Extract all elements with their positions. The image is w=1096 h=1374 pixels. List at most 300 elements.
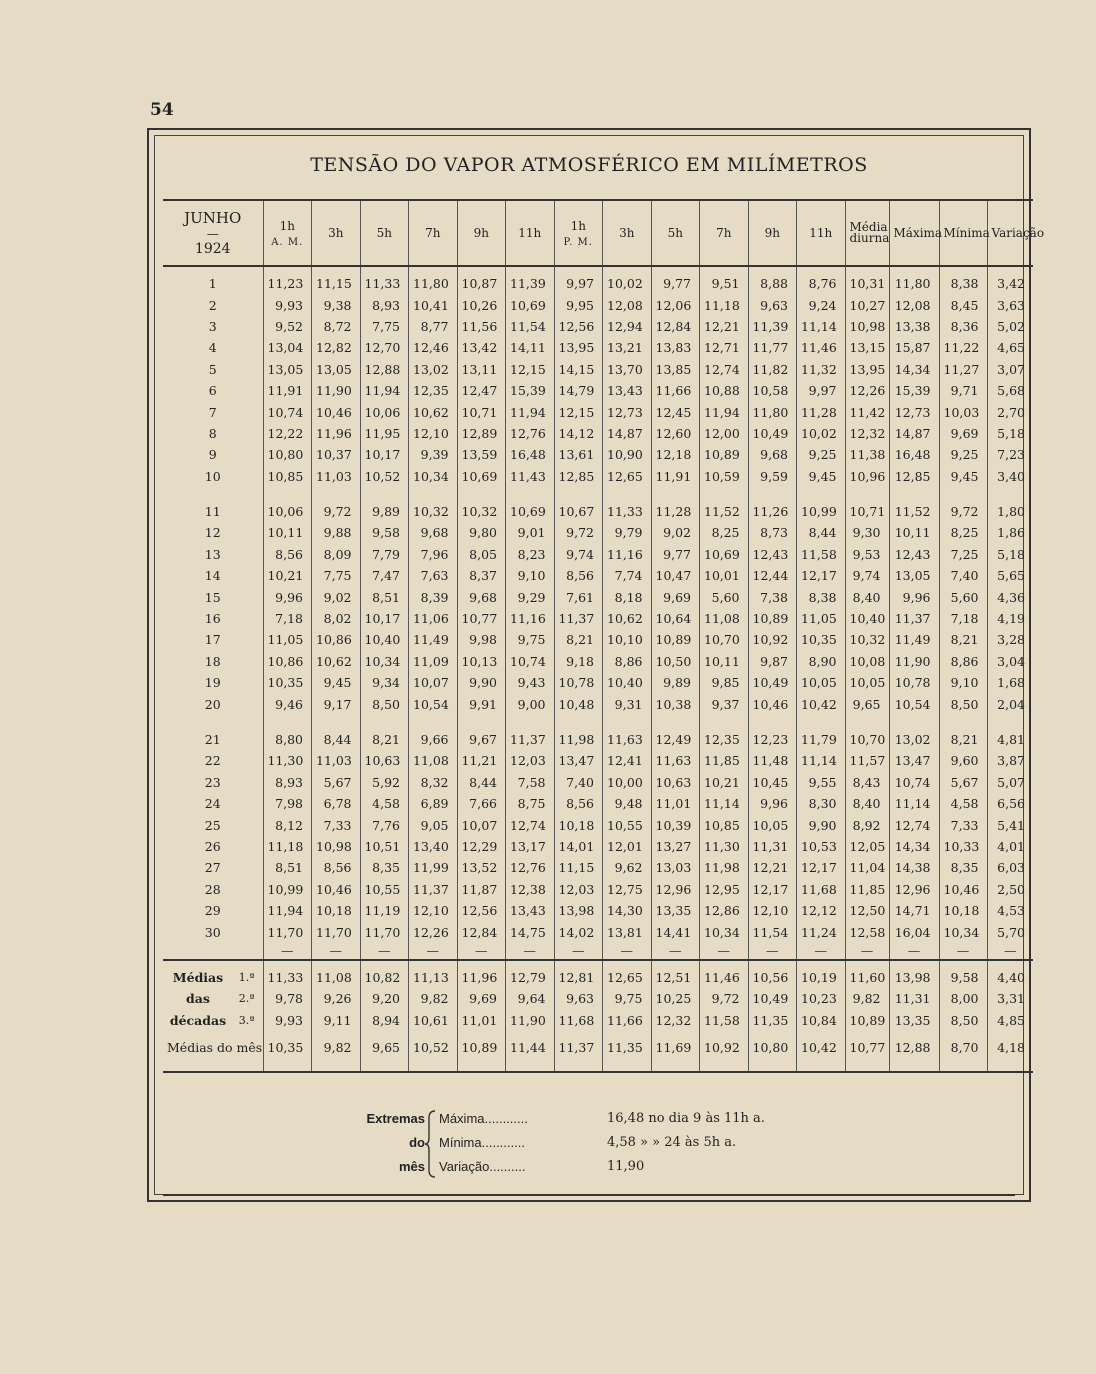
value-cell: 8,80 xyxy=(263,729,312,750)
value-cell: 8,32 xyxy=(409,772,458,793)
spacer-cell xyxy=(889,1065,939,1072)
spacer-cell xyxy=(312,1065,361,1072)
value-cell: 10,41 xyxy=(409,294,458,315)
decade-mean-row xyxy=(163,960,1033,988)
value-cell: 8,02 xyxy=(312,608,361,629)
table-frame-inner xyxy=(154,135,1045,1195)
value-cell: 6,89 xyxy=(409,793,458,814)
value-cell: 11,98 xyxy=(700,857,749,878)
value-cell: 13,83 xyxy=(651,337,700,358)
value-cell: 12,47 xyxy=(457,380,506,401)
value-cell: 12,22 xyxy=(263,423,312,444)
value-cell: 4,58 xyxy=(939,793,987,814)
value-cell: 13,02 xyxy=(889,729,939,750)
value-cell: 12,17 xyxy=(748,879,797,900)
value-cell: 13,98 xyxy=(554,900,603,921)
value-cell: 11,03 xyxy=(312,750,361,771)
value-cell: 13,95 xyxy=(554,337,603,358)
header-col-minima: Mínima xyxy=(939,200,987,266)
spacer-cell xyxy=(651,487,700,501)
value-cell: 11,44 xyxy=(506,1031,555,1065)
value-cell: 9,53 xyxy=(845,544,889,565)
value-cell: 9,71 xyxy=(939,380,987,401)
value-cell: 11,58 xyxy=(797,544,846,565)
value-cell: 13,05 xyxy=(312,359,361,380)
table-row xyxy=(163,380,1033,401)
value-cell: 12,21 xyxy=(748,857,797,878)
value-cell: 10,92 xyxy=(748,629,797,650)
value-cell: 12,17 xyxy=(797,565,846,586)
value-cell: 11,18 xyxy=(700,294,749,315)
decade-label-text: décadas xyxy=(169,1012,227,1028)
header-col: 5h xyxy=(651,200,700,266)
value-cell: 12,73 xyxy=(889,401,939,422)
value-cell: 11,85 xyxy=(845,879,889,900)
value-cell: 9,90 xyxy=(457,672,506,693)
value-cell: 11,15 xyxy=(312,266,361,294)
value-cell: 9,67 xyxy=(457,729,506,750)
spacer-cell xyxy=(651,715,700,729)
value-cell: 11,52 xyxy=(700,501,749,522)
value-cell: 12,79 xyxy=(506,960,555,988)
value-cell: 13,85 xyxy=(651,359,700,380)
value-cell: 8,75 xyxy=(506,793,555,814)
table-row xyxy=(163,423,1033,444)
value-cell: 7,25 xyxy=(939,544,987,565)
value-cell: 8,44 xyxy=(457,772,506,793)
value-cell: 8,73 xyxy=(748,522,797,543)
value-cell: 12,08 xyxy=(603,294,652,315)
dash-cell: — xyxy=(360,943,409,960)
value-cell: 3,42 xyxy=(987,266,1033,294)
value-cell: 10,80 xyxy=(263,444,312,465)
value-cell: 12,51 xyxy=(651,960,700,988)
value-cell: 11,37 xyxy=(889,608,939,629)
value-cell: 11,38 xyxy=(845,444,889,465)
spacer-cell xyxy=(506,715,555,729)
value-cell: 12,81 xyxy=(554,960,603,988)
value-cell: 11,05 xyxy=(263,629,312,650)
value-cell: 6,56 xyxy=(987,793,1033,814)
value-cell: 10,89 xyxy=(845,1010,889,1031)
spacer-cell xyxy=(845,487,889,501)
spacer-cell xyxy=(797,1065,846,1072)
value-cell: 8,43 xyxy=(845,772,889,793)
value-cell: 11,33 xyxy=(360,266,409,294)
value-cell: 10,10 xyxy=(603,629,652,650)
header-month: JUNHO xyxy=(184,209,242,227)
value-cell: 4,36 xyxy=(987,586,1033,607)
value-cell: 10,85 xyxy=(700,814,749,835)
value-cell: 11,31 xyxy=(748,836,797,857)
value-cell: 10,51 xyxy=(360,836,409,857)
value-cell: 7,61 xyxy=(554,586,603,607)
value-cell: 4,18 xyxy=(987,1031,1033,1065)
value-cell: 12,86 xyxy=(700,900,749,921)
spacer-cell xyxy=(409,487,458,501)
day-cell: 16 xyxy=(204,611,221,627)
value-cell: 11,31 xyxy=(889,988,939,1009)
value-cell: 8,40 xyxy=(845,586,889,607)
value-cell: 10,38 xyxy=(651,693,700,714)
value-cell: 12,29 xyxy=(457,836,506,857)
header-col: 11h xyxy=(506,200,555,266)
value-cell: 9,97 xyxy=(554,266,603,294)
value-cell: 9,58 xyxy=(360,522,409,543)
value-cell: 12,18 xyxy=(651,444,700,465)
value-cell: 10,11 xyxy=(700,651,749,672)
spacer-cell xyxy=(457,715,506,729)
dash-row xyxy=(163,943,1033,960)
value-cell: 11,96 xyxy=(312,423,361,444)
header-pm: P. M. xyxy=(563,236,593,248)
value-cell: 9,39 xyxy=(409,444,458,465)
table-row xyxy=(163,857,1033,878)
table-row xyxy=(163,693,1033,714)
value-cell: 11,57 xyxy=(845,750,889,771)
value-cell: 10,21 xyxy=(700,772,749,793)
value-cell: 13,95 xyxy=(845,359,889,380)
value-cell: 6,78 xyxy=(312,793,361,814)
value-cell: 10,61 xyxy=(409,1010,458,1031)
day-cell: 12 xyxy=(204,525,221,541)
value-cell: 13,40 xyxy=(409,836,458,857)
spacer-cell xyxy=(163,1065,263,1072)
value-cell: 8,35 xyxy=(360,857,409,878)
value-cell: 9,31 xyxy=(603,693,652,714)
value-cell: 8,93 xyxy=(360,294,409,315)
header-col-1h-pm xyxy=(554,200,603,266)
value-cell: 13,35 xyxy=(651,900,700,921)
value-cell: 11,28 xyxy=(651,501,700,522)
value-cell: 8,50 xyxy=(939,1010,987,1031)
value-cell: 10,69 xyxy=(506,294,555,315)
value-cell: 7,75 xyxy=(312,565,361,586)
spacer-cell xyxy=(554,1065,603,1072)
day-cell: 13 xyxy=(204,546,221,562)
value-cell: 12,73 xyxy=(603,401,652,422)
value-cell: 12,95 xyxy=(700,879,749,900)
value-cell: 12,21 xyxy=(700,316,749,337)
day-cell: 5 xyxy=(208,361,217,377)
value-cell: 11,85 xyxy=(700,750,749,771)
decade-ordinal: 2.ª xyxy=(238,992,255,1006)
value-cell: 10,86 xyxy=(312,629,361,650)
value-cell: 11,70 xyxy=(312,921,361,942)
value-cell: 11,35 xyxy=(748,1010,797,1031)
value-cell: 10,05 xyxy=(845,672,889,693)
value-cell: 4,19 xyxy=(987,608,1033,629)
value-cell: 12,26 xyxy=(409,921,458,942)
value-cell: 11,90 xyxy=(889,651,939,672)
value-cell: 9,24 xyxy=(797,294,846,315)
value-cell: 13,47 xyxy=(889,750,939,771)
value-cell: 5,02 xyxy=(987,316,1033,337)
day-cell: 20 xyxy=(204,696,221,712)
value-cell: 11,96 xyxy=(457,960,506,988)
day-cell: 18 xyxy=(204,653,221,669)
value-cell: 7,63 xyxy=(409,565,458,586)
value-cell: 11,32 xyxy=(797,359,846,380)
extreme-value-minima: 4,58 » » 24 às 5h a. xyxy=(607,1135,737,1150)
value-cell: 10,88 xyxy=(700,380,749,401)
value-cell: 7,98 xyxy=(263,793,312,814)
value-cell: 10,46 xyxy=(748,693,797,714)
value-cell: 8,56 xyxy=(554,565,603,586)
spacer-cell xyxy=(700,487,749,501)
value-cell: 8,50 xyxy=(360,693,409,714)
value-cell: 10,48 xyxy=(554,693,603,714)
value-cell: 1,86 xyxy=(987,522,1033,543)
value-cell: 11,66 xyxy=(603,1010,652,1031)
value-cell: 13,52 xyxy=(457,857,506,878)
value-cell: 13,43 xyxy=(506,900,555,921)
value-cell: 12,70 xyxy=(360,337,409,358)
value-cell: 10,42 xyxy=(797,693,846,714)
value-cell: 2,70 xyxy=(987,401,1033,422)
value-cell: 10,98 xyxy=(845,316,889,337)
value-cell: 7,40 xyxy=(939,565,987,586)
value-cell: 9,62 xyxy=(603,857,652,878)
value-cell: 8,44 xyxy=(797,522,846,543)
extreme-value-variacao: 11,90 xyxy=(607,1159,645,1174)
value-cell: 8,92 xyxy=(845,814,889,835)
value-cell: 12,58 xyxy=(845,921,889,942)
header-dash: — xyxy=(206,227,219,241)
value-cell: 5,60 xyxy=(700,586,749,607)
value-cell: 13,04 xyxy=(263,337,312,358)
value-cell: 11,56 xyxy=(457,316,506,337)
spacer-cell xyxy=(263,1065,312,1072)
spacer-cell xyxy=(554,715,603,729)
value-cell: 13,42 xyxy=(457,337,506,358)
value-cell: 8,51 xyxy=(360,586,409,607)
day-cell: 11 xyxy=(204,504,221,520)
value-cell: 9,60 xyxy=(939,750,987,771)
value-cell: 14,75 xyxy=(506,921,555,942)
value-cell: 11,01 xyxy=(457,1010,506,1031)
value-cell: 13,43 xyxy=(603,380,652,401)
value-cell: 10,69 xyxy=(457,466,506,487)
value-cell: 3,40 xyxy=(987,466,1033,487)
value-cell: 11,06 xyxy=(409,608,458,629)
value-cell: 13,70 xyxy=(603,359,652,380)
value-cell: 12,71 xyxy=(700,337,749,358)
table-row xyxy=(163,294,1033,315)
value-cell: 14,12 xyxy=(554,423,603,444)
value-cell: 9,65 xyxy=(360,1031,409,1065)
value-cell: 9,75 xyxy=(603,988,652,1009)
value-cell: 10,01 xyxy=(700,565,749,586)
table-row xyxy=(163,586,1033,607)
table-row xyxy=(163,814,1033,835)
value-cell: 10,85 xyxy=(263,466,312,487)
spacer-cell xyxy=(163,487,263,501)
header-col: 11h xyxy=(797,200,846,266)
value-cell: 12,32 xyxy=(845,423,889,444)
value-cell: 9,68 xyxy=(457,586,506,607)
value-cell: 12,35 xyxy=(409,380,458,401)
spacer-cell xyxy=(312,487,361,501)
header-col: 9h xyxy=(748,200,797,266)
spacer-cell xyxy=(651,1065,700,1072)
value-cell: 13,81 xyxy=(603,921,652,942)
value-cell: 11,27 xyxy=(939,359,987,380)
value-cell: 12,26 xyxy=(845,380,889,401)
value-cell: 12,76 xyxy=(506,423,555,444)
day-cell: 1 xyxy=(208,276,217,292)
spacer-cell xyxy=(312,715,361,729)
value-cell: 11,70 xyxy=(360,921,409,942)
table-row xyxy=(163,729,1033,750)
value-cell: 10,34 xyxy=(700,921,749,942)
day-cell: 10 xyxy=(204,468,221,484)
value-cell: 10,64 xyxy=(651,608,700,629)
value-cell: 12,56 xyxy=(554,316,603,337)
value-cell: 12,32 xyxy=(651,1010,700,1031)
value-cell: 9,96 xyxy=(263,586,312,607)
spacer-cell xyxy=(409,715,458,729)
value-cell: 9,11 xyxy=(312,1010,361,1031)
value-cell: 10,35 xyxy=(263,672,312,693)
value-cell: 11,49 xyxy=(409,629,458,650)
value-cell: 8,44 xyxy=(312,729,361,750)
value-cell: 9,63 xyxy=(554,988,603,1009)
value-cell: 8,12 xyxy=(263,814,312,835)
table-row xyxy=(163,501,1033,522)
extreme-value-maxima: 16,48 no dia 9 às 11h a. xyxy=(607,1111,765,1126)
value-cell: 11,66 xyxy=(651,380,700,401)
value-cell: 9,68 xyxy=(748,444,797,465)
value-cell: 11,23 xyxy=(263,266,312,294)
value-cell: 8,25 xyxy=(939,522,987,543)
value-cell: 14,11 xyxy=(506,337,555,358)
value-cell: 5,68 xyxy=(987,380,1033,401)
spacer-cell xyxy=(939,1065,987,1072)
value-cell: 14,41 xyxy=(651,921,700,942)
value-cell: 11,82 xyxy=(748,359,797,380)
value-cell: 9,77 xyxy=(651,544,700,565)
value-cell: 9,74 xyxy=(845,565,889,586)
value-cell: 14,15 xyxy=(554,359,603,380)
dash-cell: — xyxy=(506,943,555,960)
value-cell: 9,93 xyxy=(263,294,312,315)
value-cell: 11,35 xyxy=(603,1031,652,1065)
spacer-cell xyxy=(603,1065,652,1072)
value-cell: 11,37 xyxy=(554,608,603,629)
value-cell: 15,87 xyxy=(889,337,939,358)
value-cell: 11,94 xyxy=(506,401,555,422)
value-cell: 10,32 xyxy=(457,501,506,522)
value-cell: 9,69 xyxy=(457,988,506,1009)
spacer-cell xyxy=(700,715,749,729)
value-cell: 9,65 xyxy=(845,693,889,714)
value-cell: 12,23 xyxy=(748,729,797,750)
value-cell: 11,52 xyxy=(889,501,939,522)
vapor-tension-table xyxy=(163,199,1045,1073)
value-cell: 11,80 xyxy=(889,266,939,294)
day-cell: 23 xyxy=(204,774,221,790)
value-cell: 9,45 xyxy=(797,466,846,487)
value-cell: 12,06 xyxy=(651,294,700,315)
table-row xyxy=(163,522,1033,543)
value-cell: 11,46 xyxy=(797,337,846,358)
value-cell: 9,25 xyxy=(939,444,987,465)
value-cell: 10,37 xyxy=(312,444,361,465)
table-row xyxy=(163,466,1033,487)
dash-cell: — xyxy=(651,943,700,960)
value-cell: 11,99 xyxy=(409,857,458,878)
value-cell: 11,39 xyxy=(748,316,797,337)
value-cell: 11,08 xyxy=(700,608,749,629)
value-cell: 12,74 xyxy=(889,814,939,835)
value-cell: 10,98 xyxy=(312,836,361,857)
value-cell: 8,40 xyxy=(845,793,889,814)
value-cell: 16,04 xyxy=(889,921,939,942)
spacer-row xyxy=(163,715,1033,729)
value-cell: 8,35 xyxy=(939,857,987,878)
value-cell: 10,71 xyxy=(457,401,506,422)
value-cell: 12,84 xyxy=(457,921,506,942)
value-cell: 9,97 xyxy=(797,380,846,401)
value-cell: 11,37 xyxy=(554,1031,603,1065)
value-cell: 15,39 xyxy=(506,380,555,401)
table-frame xyxy=(147,128,1045,1202)
value-cell: 8,09 xyxy=(312,544,361,565)
spacer-cell xyxy=(163,715,263,729)
value-cell: 12,10 xyxy=(409,423,458,444)
day-cell: 21 xyxy=(204,732,221,747)
value-cell: 13,47 xyxy=(554,750,603,771)
value-cell: 8,21 xyxy=(939,729,987,750)
value-cell: 11,94 xyxy=(700,401,749,422)
value-cell: 10,74 xyxy=(263,401,312,422)
value-cell: 11,15 xyxy=(554,857,603,878)
value-cell: 11,80 xyxy=(748,401,797,422)
value-cell: 9,77 xyxy=(651,266,700,294)
value-cell: 10,31 xyxy=(845,266,889,294)
value-cell: 9,43 xyxy=(506,672,555,693)
value-cell: 13,03 xyxy=(651,857,700,878)
value-cell: 13,11 xyxy=(457,359,506,380)
value-cell: 10,80 xyxy=(748,1031,797,1065)
value-cell: 10,49 xyxy=(748,988,797,1009)
value-cell: 10,02 xyxy=(797,423,846,444)
value-cell: 13,02 xyxy=(409,359,458,380)
value-cell: 9,48 xyxy=(603,793,652,814)
value-cell: 12,44 xyxy=(748,565,797,586)
value-cell: 10,34 xyxy=(360,651,409,672)
value-cell: 11,08 xyxy=(312,960,361,988)
spacer-cell xyxy=(845,1065,889,1072)
value-cell: 5,18 xyxy=(987,423,1033,444)
extremes-label-line: Extremas xyxy=(366,1111,425,1126)
spacer-cell xyxy=(987,715,1033,729)
spacer-cell xyxy=(457,487,506,501)
header-col: 3h xyxy=(312,200,361,266)
value-cell: 8,45 xyxy=(939,294,987,315)
value-cell: 9,79 xyxy=(603,522,652,543)
value-cell: 14,01 xyxy=(554,836,603,857)
value-cell: 12,12 xyxy=(797,900,846,921)
day-cell: 17 xyxy=(204,632,221,648)
value-cell: 13,17 xyxy=(506,836,555,857)
spacer-cell xyxy=(939,487,987,501)
day-cell: 28 xyxy=(204,881,221,897)
value-cell: 8,36 xyxy=(939,316,987,337)
value-cell: 9,10 xyxy=(506,565,555,586)
value-cell: 10,21 xyxy=(263,565,312,586)
